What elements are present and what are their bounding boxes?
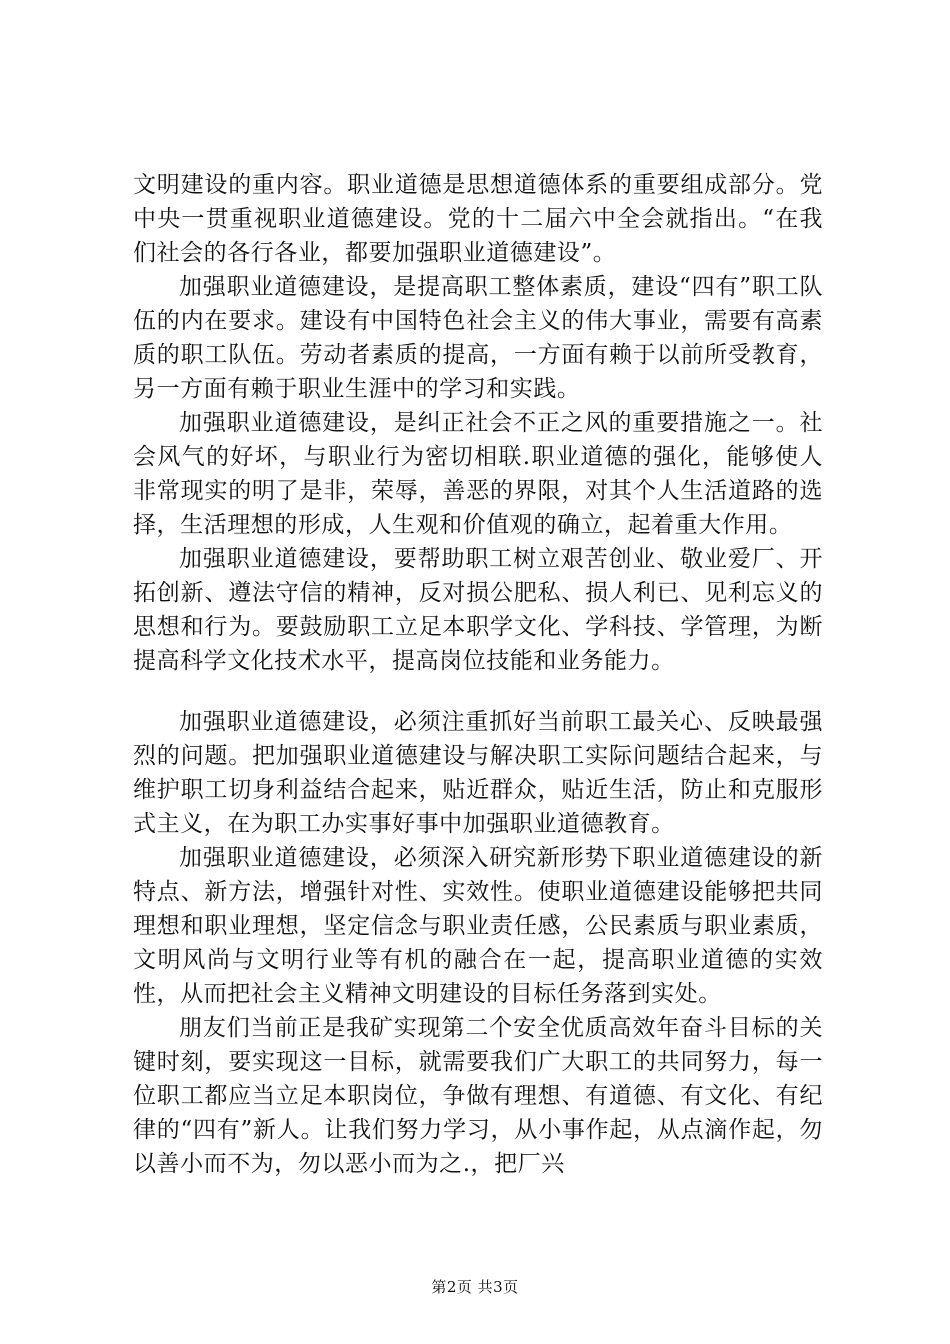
paragraph-call-to-action: 朋友们当前正是我矿实现第二个安全优质高效年奋斗目标的关键时刻，要实现这一目标，就需要我们广大职工的共同努力，每一位职工都应当立足本职岗位，争做有理想、有道德、有文化、有纪律的“四有”新人。让我们努力学习，从小事作起，从点滴作起，勿以善小而不为，勿以恶小而为之.，把厂兴 (133, 1015, 823, 1177)
paragraph-spirit: 加强职业道德建设，要帮助职工树立艰苦创业、敬业爱厂、开拓创新、遵法守信的精神，反对损公肥私、损人利已、见利忘义的思想和行为。要鼓励职工立足本职学文化、学科技、学管理，为断提高科学文化技术水平，提高岗位技能和业务能力。 (133, 546, 823, 674)
paragraph-quality: 加强职业道德建设，是提高职工整体素质，建设“四有”职工队伍的内在要求。建设有中国特色社会主义的伟大事业，需要有高素质的职工队伍。劳动者素质的提高，一方面有赖于以前所受教育，另一方面有赖于职业生涯中的学习和实践。 (133, 274, 823, 402)
paragraph-social-ethos: 加强职业道德建设，是纠正社会不正之风的重要措施之一。社会风气的好坏，与职业行为密切相联.职业道德的强化，能够使人非常现实的明了是非，荣辱，善恶的界限，对其个人生活道路的选择，生活理想的形成，人生观和价值观的确立，起着重大作用。 (133, 410, 823, 538)
paragraph-continuation: 文明建设的重内容。职业道德是思想道德体系的重要组成部分。党中央一贯重视职业道德建设。党的十二届六中全会就指出。“在我们社会的各行各业，都要加强职业道德建设”。 (133, 172, 823, 266)
paragraph-concerns: 加强职业道德建设，必须注重抓好当前职工最关心、反映最强烈的问题。把加强职业道德建设与解决职工实际问题结合起来，与维护职工切身利益结合起来，贴近群众，贴近生活，防止和克服形式主义，在为职工办实事好事中加强职业道德教育。 (133, 709, 823, 837)
page-number-footer: 第2页 共3页 (431, 1278, 519, 1296)
document-body (133, 168, 823, 1181)
paragraph-new-situation: 加强职业道德建设，必须深入研究新形势下职业道德建设的新特点、新方法，增强针对性、实效性。使职业道德建设能够把共同理想和职业理想，坚定信念与职业责任感，公民素质与职业素质，文明风尚与文明行业等有机的融合在一起，提高职业道德的实效性，从而把社会主义精神文明建设的目标任务落到实处。 (133, 845, 823, 1007)
